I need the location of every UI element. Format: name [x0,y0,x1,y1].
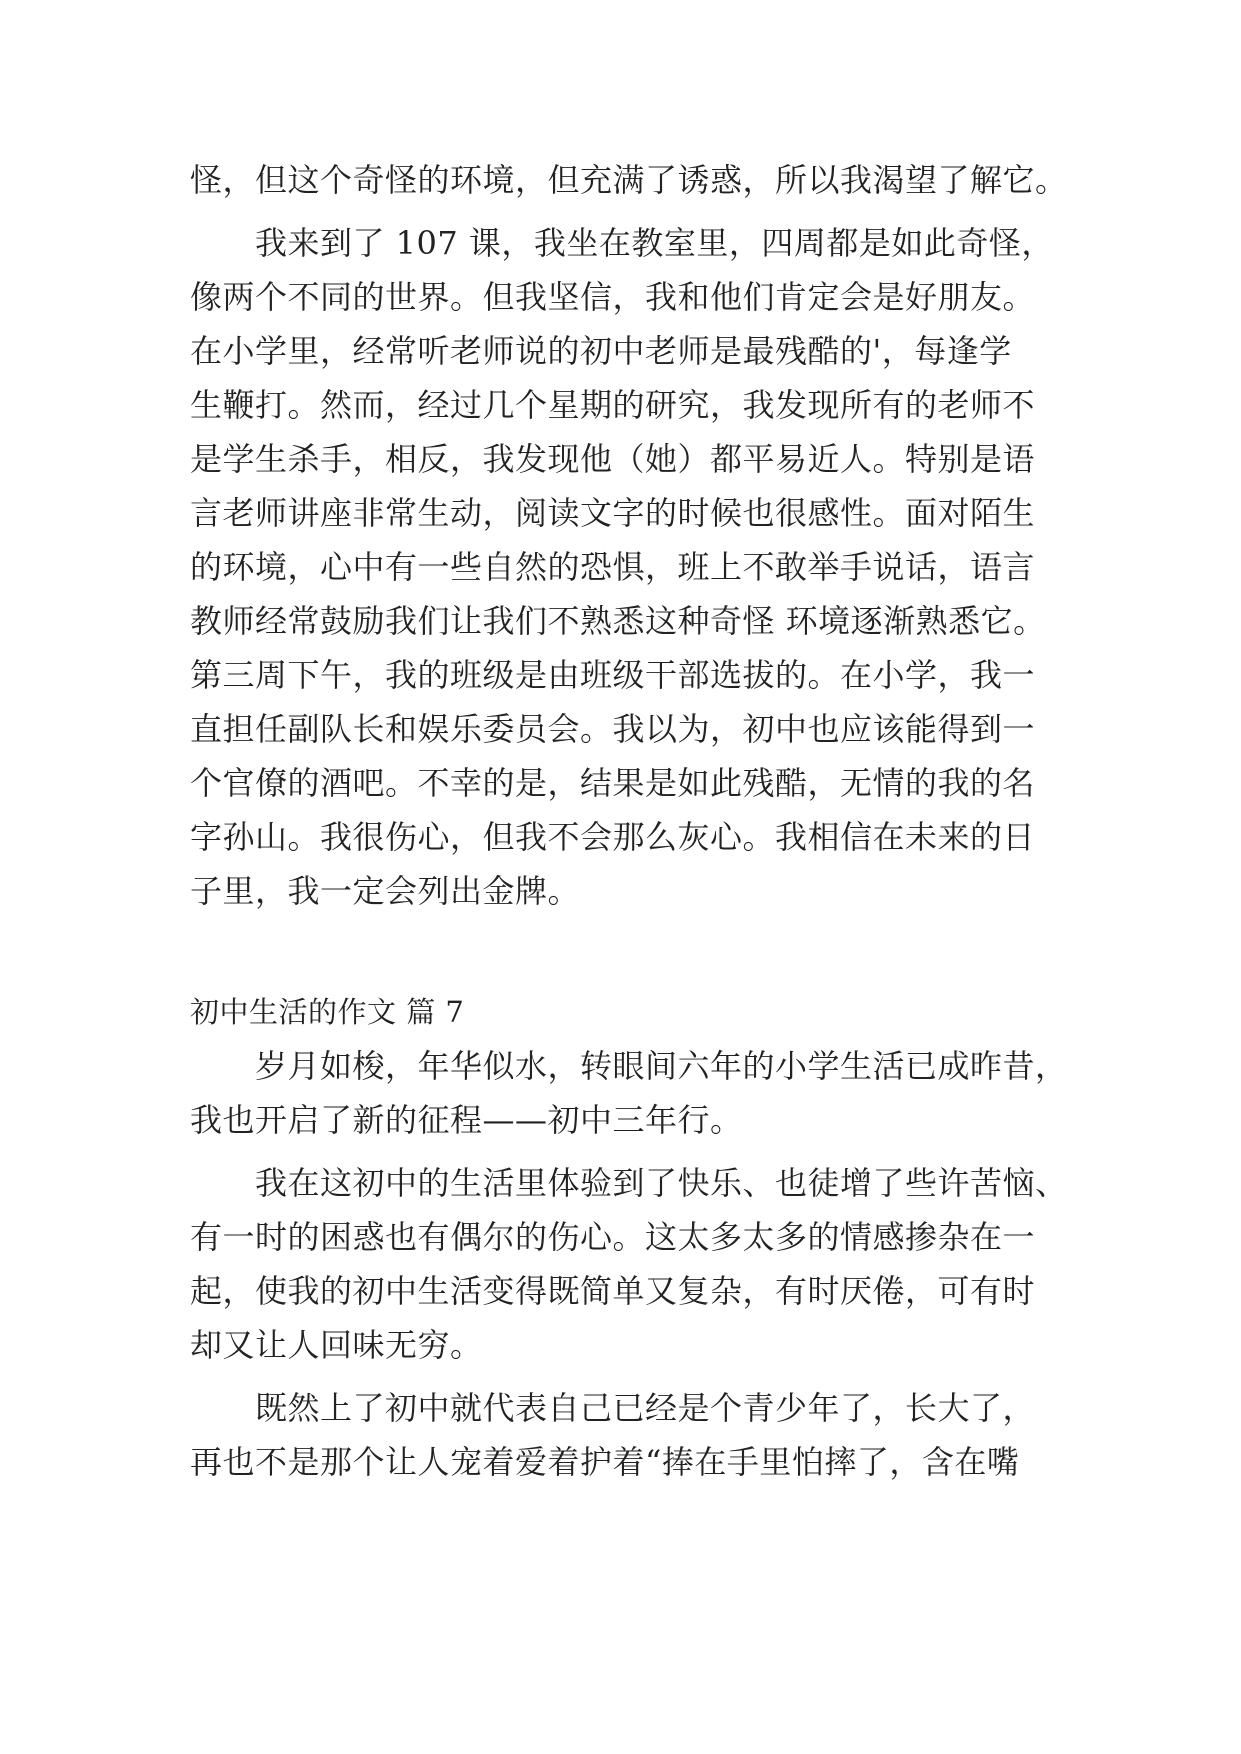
text-line: 子里，我一定会列出金牌。 [190,872,581,910]
text-line: 个官僚的酒吧。不幸的是，结果是如此残酷，无情的我的名 [190,764,1036,802]
paragraph-start-line: 岁月如梭，年华似水，转眼间六年的小学生活已成昨昔， [255,1047,1068,1085]
paragraph-start-line: 既然上了初中就代表自己已经是个青少年了，长大了， [255,1389,1036,1427]
section-heading: 初中生活的作文 篇 7 [190,995,465,1029]
text-line: 直担任副队长和娱乐委员会。我以为，初中也应该能得到一 [190,710,1036,748]
text-line: 却又让人回味无穷。 [190,1326,483,1364]
text-line: 言老师讲座非常生动，阅读文字的时候也很感性。面对陌生 [190,494,1036,532]
text-line: 我也开启了新的征程——初中三年行。 [190,1101,743,1139]
text-line: 在小学里，经常听老师说的初中老师是最残酷的'，每逢学 [190,332,1012,370]
text-line: 再也不是那个让人宠着爱着护着“捧在手里怕摔了，含在嘴 [190,1443,1020,1481]
paragraph-start-line: 我在这初中的生活里体验到了快乐、也徒增了些许苦恼、 [255,1164,1068,1202]
text-line: 像两个不同的世界。但我坚信，我和他们肯定会是好朋友。 [190,278,1036,316]
text-line: 是学生杀手，相反，我发现他（她）都平易近人。特别是语 [190,440,1036,478]
text-line: 起，使我的初中生活变得既简单又复杂，有时厌倦，可有时 [190,1272,1036,1310]
text-line: 有一时的困惑也有偶尔的伤心。这太多太多的情感掺杂在一 [190,1218,1036,1256]
text-line: 字孙山。我很伤心，但我不会那么灰心。我相信在未来的日 [190,818,1036,856]
paragraph-start-line: 我来到了 107 课，我坐在教室里，四周都是如此奇怪， [255,224,1054,262]
text-line: 教师经常鼓励我们让我们不熟悉这种奇怪 环境逐渐熟悉它。 [190,602,1046,640]
text-line: 第三周下午，我的班级是由班级干部选拔的。在小学，我一 [190,656,1036,694]
text-line: 的环境，心中有一些自然的恐惧，班上不敢举手说话，语言 [190,548,1036,586]
text-line: 怪，但这个奇怪的环境，但充满了诱惑，所以我渴望了解它。 [190,161,1068,199]
text-line: 生鞭打。然而，经过几个星期的研究，我发现所有的老师不 [190,386,1036,424]
